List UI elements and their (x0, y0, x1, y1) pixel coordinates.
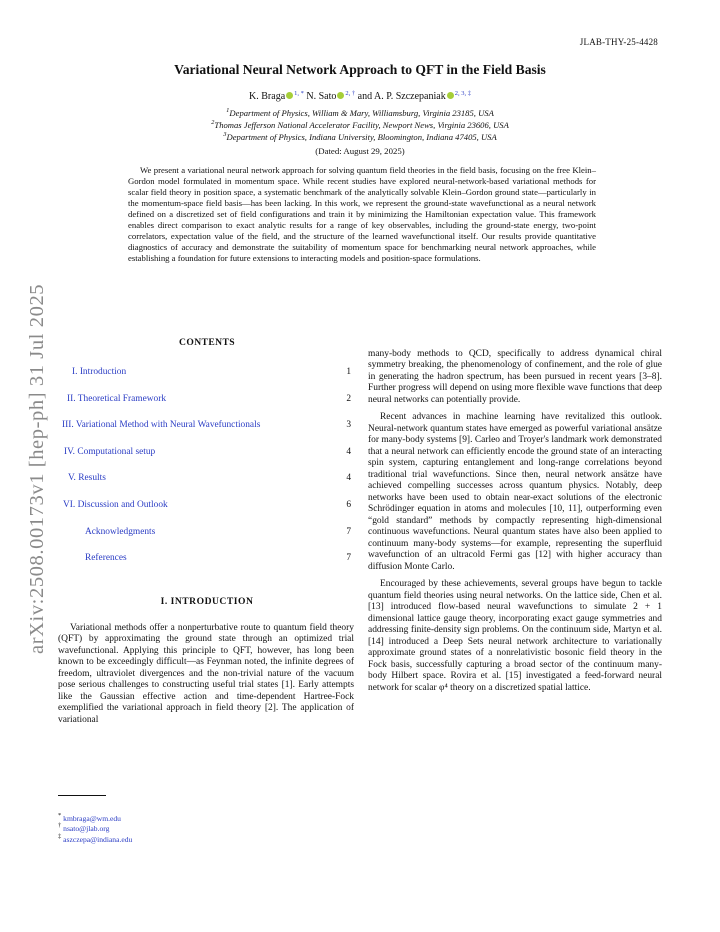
affiliation (0, 132, 720, 143)
toc-page: 4 (346, 473, 351, 484)
toc-number: II. (67, 393, 76, 404)
toc-entry[interactable] (58, 527, 354, 554)
toc-label[interactable] (63, 500, 168, 510)
toc-entry[interactable] (58, 473, 354, 500)
orcid-icon[interactable] (286, 92, 293, 99)
paper-title: Variational Neural Network Approach to QFT in the Field Basis (174, 62, 546, 77)
author-name: N. Sato (306, 91, 337, 102)
email-link[interactable]: nsato@jlab.org (63, 824, 110, 834)
table-of-contents (58, 367, 354, 580)
right-column (368, 349, 662, 694)
footnote (58, 814, 132, 824)
toc-number: VI. (63, 499, 76, 510)
arxiv-stamp: arXiv:2508.00173v1 [hep-ph] 31 Jul 2025 (26, 283, 48, 654)
toc-page: 7 (346, 526, 351, 537)
author-affil-sup[interactable]: 2, † (345, 90, 356, 97)
footnote (58, 824, 132, 834)
toc-label[interactable] (62, 420, 260, 430)
toc-title[interactable]: References (85, 553, 127, 564)
date-line: (Dated: August 29, 2025) (315, 146, 405, 156)
toc-title: Theoretical Framework (77, 393, 167, 404)
toc-title[interactable]: Acknowledgments (85, 526, 156, 537)
toc-number: III. (62, 420, 74, 431)
paragraph: many-body methods to QCD, specifically to address dynamical chiral symmetry breaking, the phenomenology of confinement, and the role of glue in generating the hadron spectrum, has been pursued in recent years [3–8]. Further progress will depend on using more flexible wave functions that deep neural networks can potentially provide. (368, 349, 662, 405)
section-heading: I. INTRODUCTION (160, 596, 254, 607)
author-affil-sup[interactable]: 1, * (294, 90, 304, 97)
toc-entry[interactable] (58, 553, 354, 580)
toc-page: 3 (346, 420, 351, 431)
toc-entry[interactable] (58, 420, 354, 447)
affiliation-number: 1 (226, 107, 230, 114)
toc-page: 2 (346, 393, 351, 404)
toc-number: I. (72, 367, 78, 377)
paragraph: Recent advances in machine learning have revitalized this outlook. Neural-network quantum states have emerged as powerful variational ansätze for many-body systems [9]. Carleo and Troyer's landmark work demonstrated that a neural network can efficiently encode the ground state of an interacting spin system, capturing entanglement and long-range correlations beyond traditional trial wavefunctions. Since then, neural network ansätze have achieved compelling successes across quantum physics. Notably, deep networks have been used to obtain near-exact solutions of the electronic Schrödinger equation in atoms and molecules [10, 11], outperforming even “gold standard” methods by compactly representing high-dimensional continuous wavefunctions. Neural quantum states have also been applied to continuum many-body systems—for example, representing the superfluid wavefunction of an ultracold Fermi gas [12] with higher accuracy than diffusion Monte Carlo. (368, 412, 662, 572)
report-number: JLAB-THY-25-4428 (579, 37, 658, 47)
toc-page: 1 (346, 367, 351, 377)
toc-label[interactable] (72, 367, 126, 377)
contents-heading: CONTENTS (179, 337, 235, 348)
footnote-mark: † (58, 822, 62, 830)
toc-title: Results (78, 473, 106, 484)
toc-label[interactable] (67, 394, 166, 404)
paragraph: Encouraged by these achievements, several groups have begun to tackle quantum field theories using neural networks. On the lattice side, Chen et al. [13] introduced flow-based neural wavefunctions to simulate 2 + 1 dimensional lattice gauge theory, incorporating exact gauge symmetries and addressing finite-density sign problems. On the continuum side, Martyn et al. [14] introduced a Deep Sets neural network architecture to variationally approximate ground states of a nonrelativistic bosonic field theory in the Fock basis, successfully capturing a broad sector of the continuum many-body Hilbert space. Rovira et al. [15] investigated a feed-forward neural network for scalar φ⁴ theory on a discretized spatial lattice. (368, 579, 662, 693)
toc-title: Variational Method with Neural Wavefunctionals (75, 420, 261, 431)
author-name: K. Braga (249, 91, 286, 102)
affiliation-text: Thomas Jefferson National Accelerator Facility, Newport News, Virginia 23606, USA (214, 120, 509, 130)
affiliation (0, 120, 720, 131)
author-name: A. P. Szczepaniak (374, 91, 446, 102)
author-conjunction: and (357, 91, 373, 102)
toc-number: V. (68, 473, 76, 484)
author-affil-sup[interactable]: 2, 3, ‡ (454, 90, 471, 97)
footnote-mark: ‡ (58, 832, 62, 840)
affiliation (0, 108, 720, 119)
affiliation-text: Department of Physics, William & Mary, Williamsburg, Virginia 23185, USA (229, 108, 494, 118)
toc-label[interactable] (64, 447, 155, 457)
footnote-mark: * (58, 812, 62, 819)
email-link[interactable]: kmbraga@wm.edu (63, 814, 121, 823)
author-list (0, 91, 720, 102)
orcid-icon[interactable] (337, 92, 344, 99)
toc-page: 4 (346, 446, 351, 457)
toc-title: Computational setup (77, 446, 156, 457)
affiliation-number: 3 (223, 131, 227, 138)
affiliation-number: 2 (211, 119, 215, 126)
paragraph: Variational methods offer a nonperturbative route to quantum field theory (QFT) by approximating the ground state through an optimized trial wavefunctional. Applying this principle to QFT, however, has long been known to be exceedingly difficult—as Feynman noted, the infinite degrees of freedom, ultraviolet divergences and the non-trivial nature of the vacuum pose serious challenges to constructing useful trial states [1]. Early attempts like the Gaussian effective action and time-dependent Hartree-Fock exemplified the variational approach in field theory [2]. The application of variational (58, 623, 354, 725)
affiliation-text: Department of Physics, Indiana University, Bloomington, Indiana 47405, USA (226, 132, 497, 142)
intro-left-column (58, 623, 354, 726)
footnotes (58, 814, 132, 845)
toc-page: 7 (346, 553, 351, 564)
toc-number: IV. (64, 446, 76, 457)
abstract: We present a variational neural network approach for solving quantum field theories in the field basis, focusing on the free Klein–Gordon model formulated in momentum space. While recent studies have explored neural-network-based variational methods for scalar field theory in position space, a systematic benchmark of the analytically solvable Klein–Gordon ground state—particularly in the momentum-space field basis—has been lacking. In this work, we represent the ground-state wavefunctional as a neural network defined on a discretized set of field configurations and train it by minimizing the Hamiltonian expectation value. This framework enables direct comparison to exact analytic results for a range of key observables, including the ground-state energy, two-point correlators, expectation value of the field, and the structure of the learned wavefunctional itself. Our results provide quantitative diagnostics of accuracy and demonstrate the suitability of momentum space for benchmarking neural network approaches, while establishing a foundation for future extensions to interacting models and position-space formulations. (128, 165, 596, 264)
toc-entry[interactable] (58, 367, 354, 394)
toc-entry[interactable] (58, 447, 354, 474)
toc-label[interactable] (68, 473, 106, 483)
footnote (58, 832, 133, 845)
toc-entry[interactable] (58, 500, 354, 527)
toc-title: Introduction (79, 367, 127, 377)
toc-entry[interactable] (58, 394, 354, 421)
orcid-icon[interactable] (447, 92, 454, 99)
email-link[interactable]: aszczepa@indiana.edu (63, 834, 133, 844)
footnote-rule (58, 795, 106, 796)
toc-title: Discussion and Outlook (77, 499, 168, 510)
toc-page: 6 (346, 499, 351, 510)
